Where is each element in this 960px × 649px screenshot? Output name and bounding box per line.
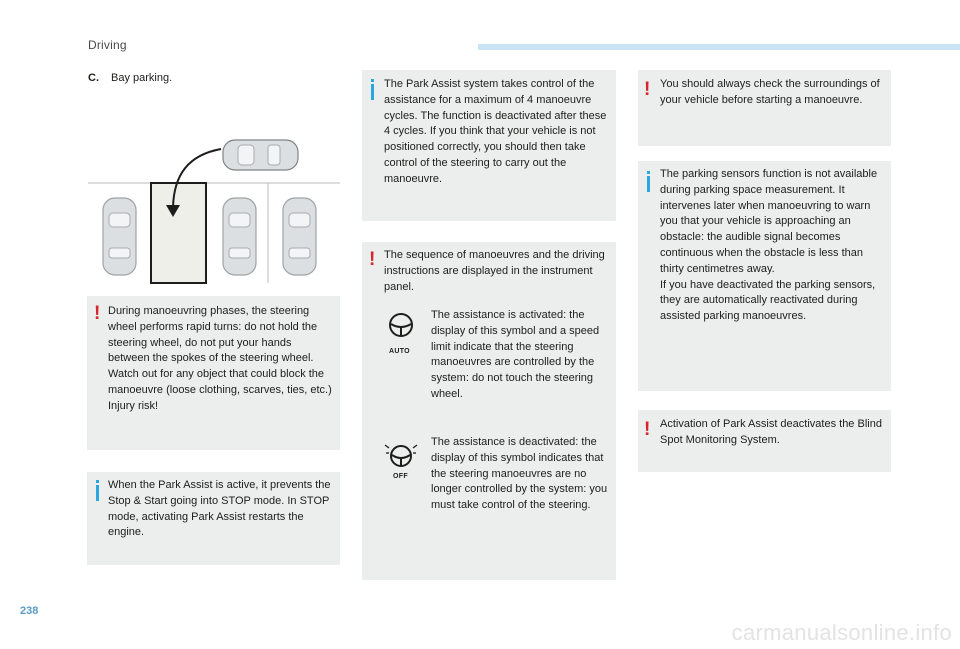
parked-car [223,198,256,275]
warning-steering-text: During manoeuvring phases, the steering wheel performs rapid turns: do not hold the steering wheel, do not put your hands between the spokes of the steering wheel. Watch out for any object that could block the manoeuvre (loose clothing, scarves, ties, etc.) Injury risk! [108,305,332,412]
info-icon [647,176,650,192]
warning-sequence-text: The sequence of manoeuvres and the driving instructions are displayed in the instrument panel. [384,249,605,293]
footer-watermark: carmanualsonline.info [731,620,952,645]
info-sensors-text [660,167,888,325]
info-cycles-text: The Park Assist system takes control of the assistance for a maximum of 4 manoeuvre cycles. The function is deactivated after these 4 cycles. If you think that your vehicle is not positioned correctly, you should then take control of the steering to carry out the manoeuvre. [384,78,607,185]
parked-car [103,198,136,275]
info-stopstart-text: When the Park Assist is active, it prevents the Stop & Start going into STOP mode. In STOP mode, activating Park Assist restarts the engine. [108,479,331,539]
warning-icon: ! [369,249,376,270]
info-icon [96,485,99,501]
warning-blindspot-text: Activation of Park Assist deactivates the Blind Spot Monitoring System. [660,418,882,446]
off-description: The assistance is deactivated: the display of this symbol indicates that the steering manoeuvres are no longer controlled by the system: you must take control of the steering. [431,436,608,512]
section-letter: C. [88,72,99,84]
header-bar [478,44,960,50]
steering-wheel-icon [384,308,418,348]
manoeuvring-car [223,140,298,170]
bay-parking-illustration [88,135,340,285]
auto-steering-symbol [384,308,418,358]
warning-icon: ! [644,419,651,440]
warning-icon: ! [94,303,101,324]
empty-bay [151,183,206,283]
auto-description: The assistance is activated: the display of this symbol and a speed limit indicate that the steering manoeuvres are controlled by the system: do not touch the steering wheel. [431,309,600,400]
section-title-text: Bay parking. [111,72,173,84]
warning-surroundings-text: You should always check the surroundings of your vehicle before starting a manoeuvre. [660,78,880,106]
info-sensors-paragraph-2: If you have deactivated the parking sensors, they are automatically reactivated during assisted parking manoeuvres. [660,278,876,323]
steering-wheel-crossed-icon [384,440,418,474]
warning-icon: ! [644,79,651,100]
section-title [88,72,172,84]
info-sensors-paragraph: The parking sensors function is not available during parking space measurement. It intervenes later when manoeuvring to warn you that your vehicle is approaching an obstacle: the audible signal becomes continuous when the obstacle is less than thirty centimetres away. [660,168,878,275]
page-number: 238 [20,605,39,617]
info-icon [371,84,374,100]
off-steering-symbol [384,440,418,486]
auto-label: AUTO [389,348,410,355]
off-label: OFF [393,473,408,480]
parked-car [283,198,316,275]
section-header: Driving [88,38,127,52]
